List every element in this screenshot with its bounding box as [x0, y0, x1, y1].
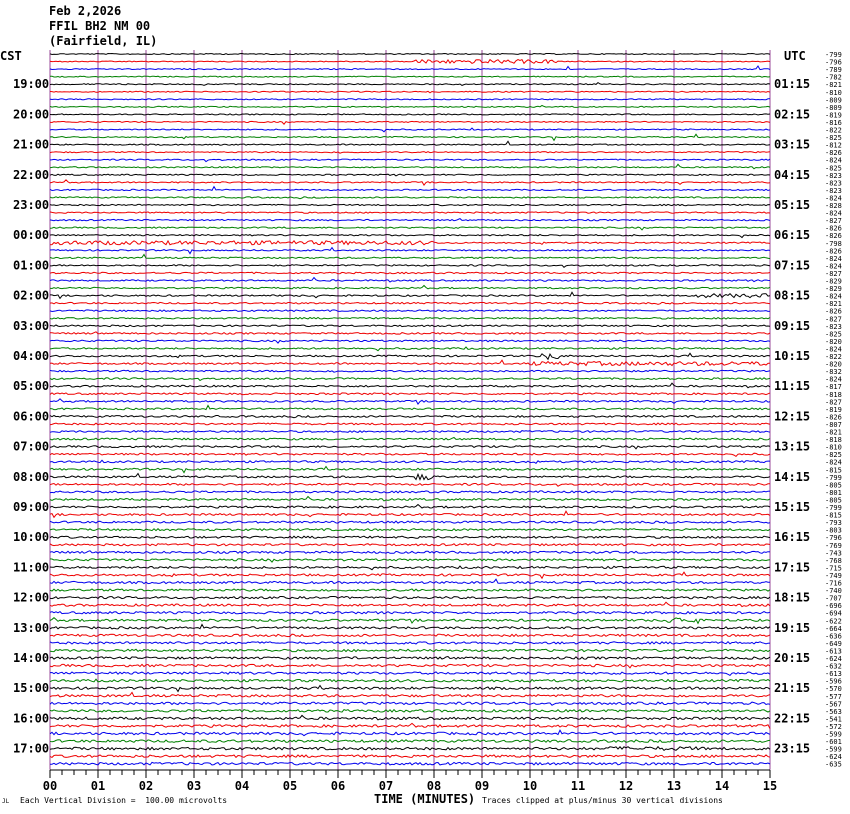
trace-line	[50, 483, 770, 486]
trace-offset-label: -826	[825, 307, 842, 316]
clip-note: Traces clipped at plus/minus 30 vertical divisions	[482, 796, 723, 805]
trace-offset-label: -572	[825, 722, 842, 731]
x-tick-label: 01	[90, 779, 106, 793]
trace-offset-label: -596	[825, 677, 842, 686]
trace-offset-label: -613	[825, 670, 842, 679]
trace-offset-label: -829	[825, 285, 842, 294]
right-hour-label: 01:15	[774, 77, 811, 92]
trace-line	[50, 460, 770, 463]
trace-offset-label: -563	[825, 707, 842, 716]
trace-offset-label: -793	[825, 519, 842, 528]
trace-offset-label: -601	[825, 738, 842, 747]
trace-offset-label: -819	[825, 111, 842, 120]
left-hour-label: 07:00	[13, 439, 50, 454]
trace-line	[50, 612, 770, 614]
x-tick-label: 10	[522, 779, 538, 793]
x-tick-label: 15	[762, 779, 778, 793]
corner-mark: JL	[2, 798, 10, 805]
trace-line	[50, 642, 770, 644]
trace-offset-label: -796	[825, 58, 842, 67]
trace-line	[50, 702, 770, 705]
trace-offset-label: -807	[825, 420, 842, 429]
right-hour-label: 17:15	[774, 560, 811, 575]
x-tick-label: 02	[138, 779, 154, 793]
x-tick-label: 00	[42, 779, 58, 793]
trace-offset-label: -823	[825, 179, 842, 188]
trace-offset-label: -824	[825, 345, 842, 354]
right-hour-label: 05:15	[774, 198, 811, 212]
trace-line	[50, 248, 770, 254]
trace-offset-label: -622	[825, 617, 842, 626]
trace-offset-label: -749	[825, 571, 842, 580]
trace-line	[50, 551, 770, 554]
trace-offset-label: -822	[825, 353, 842, 361]
trace-line	[50, 597, 770, 600]
trace-line	[50, 572, 770, 578]
trace-offset-label: -809	[825, 103, 842, 112]
trace-offset-label: -768	[825, 556, 842, 565]
trace-line	[50, 174, 770, 176]
x-tick-label: 06	[330, 779, 346, 793]
trace-line	[50, 347, 770, 351]
trace-line	[50, 180, 770, 185]
trace-offset-label: -696	[825, 602, 842, 611]
right-hour-label: 02:15	[774, 107, 811, 122]
trace-offset-label: -824	[825, 194, 842, 203]
trace-line	[50, 431, 770, 433]
x-tick-label: 11	[570, 779, 586, 793]
trace-line	[50, 406, 770, 410]
trace-offset-label: -799	[825, 51, 842, 59]
right-hour-label: 14:15	[774, 469, 811, 484]
left-hour-label: 06:00	[13, 409, 50, 424]
trace-line	[50, 529, 770, 531]
trace-offset-label: -789	[825, 66, 842, 75]
trace-offset-label: -826	[825, 247, 842, 256]
trace-line	[50, 579, 770, 583]
trace-offset-label: -824	[825, 209, 842, 218]
right-hour-label: 16:15	[774, 530, 811, 545]
trace-line	[50, 134, 770, 140]
trace-line	[50, 278, 770, 283]
x-tick-label: 05	[282, 779, 298, 793]
trace-offset-label: -825	[825, 134, 842, 143]
trace-offset-label: -541	[825, 715, 842, 724]
left-hour-label: 17:00	[13, 741, 50, 756]
trace-line	[50, 634, 770, 636]
trace-line	[50, 672, 770, 676]
left-hour-label: 21:00	[13, 137, 50, 152]
trace-offset-label: -826	[825, 224, 842, 233]
trace-line	[50, 114, 770, 115]
left-hour-label: 00:00	[13, 228, 50, 243]
trace-line	[50, 491, 770, 493]
left-hour-label: 23:00	[13, 198, 50, 212]
trace-line	[50, 152, 770, 154]
trace-offset-label: -824	[825, 262, 842, 271]
trace-line	[50, 497, 770, 501]
left-hour-label: 12:00	[13, 590, 50, 605]
trace-offset-label: -817	[825, 383, 842, 392]
trace-offset-label: -827	[825, 217, 842, 226]
trace-line	[50, 453, 770, 456]
trace-line	[50, 657, 770, 660]
x-tick-label: 14	[714, 779, 730, 793]
trace-line	[50, 730, 770, 735]
trace-line	[50, 141, 770, 145]
trace-offset-label: -810	[825, 88, 842, 97]
date-label: Feb 2,2026	[49, 4, 122, 18]
x-axis-title: TIME (MINUTES)	[374, 792, 476, 806]
trace-offset-label: -829	[825, 277, 842, 286]
trace-offset-label: -821	[825, 81, 842, 90]
left-hour-label: 19:00	[13, 77, 50, 92]
trace-offset-label: -805	[825, 481, 842, 490]
trace-offset-label: -827	[825, 315, 842, 324]
trace-offset-label: -825	[825, 451, 842, 460]
left-hour-label: 01:00	[13, 258, 50, 273]
trace-line	[50, 446, 770, 449]
trace-line	[50, 370, 770, 372]
trace-offset-label: -624	[825, 655, 842, 663]
trace-offset-label: -823	[825, 171, 842, 180]
trace-line	[50, 664, 770, 667]
trace-line	[50, 378, 770, 381]
left-hour-label: 11:00	[13, 560, 50, 575]
trace-line	[50, 747, 770, 751]
trace-line	[50, 710, 770, 713]
trace-offset-label: -570	[825, 685, 842, 694]
trace-offset-label: -825	[825, 164, 842, 173]
left-hour-label: 03:00	[13, 318, 50, 333]
right-hour-label: 07:15	[774, 258, 811, 273]
trace-offset-label: -826	[825, 232, 842, 241]
left-hour-label: 05:00	[13, 379, 50, 394]
trace-offset-label: -824	[825, 458, 842, 467]
right-hour-label: 11:15	[774, 379, 811, 394]
x-axis	[43, 770, 777, 793]
trace-offset-label: -832	[825, 368, 842, 377]
trace-offset-label: -828	[825, 202, 842, 210]
trace-offset-label: -810	[825, 443, 842, 452]
trace-line	[50, 692, 770, 697]
right-hour-label: 03:15	[774, 137, 811, 152]
trace-line	[50, 265, 770, 268]
trace-line	[50, 164, 770, 168]
trace-line	[50, 723, 770, 728]
trace-line	[50, 393, 770, 395]
right-hour-label: 20:15	[774, 651, 811, 665]
right-hour-label: 22:15	[774, 711, 811, 726]
trace-line	[50, 187, 770, 191]
trace-offset-label: -664	[825, 624, 842, 633]
trace-offset-label: -801	[825, 488, 842, 497]
trace-line	[50, 302, 770, 304]
trace-offset-label: -821	[825, 428, 842, 437]
trace-line	[50, 566, 770, 570]
trace-line	[50, 715, 770, 720]
trace-offset-label: -613	[825, 647, 842, 656]
trace-offset-label: -769	[825, 541, 842, 550]
trace-line	[50, 536, 770, 538]
trace-offset-label: -635	[825, 760, 842, 769]
left-hour-label: 10:00	[13, 530, 50, 545]
trace-line	[50, 76, 770, 77]
left-hour-label: 13:00	[13, 620, 50, 635]
trace-line	[50, 332, 770, 334]
trace-line	[50, 235, 770, 238]
trace-line	[50, 286, 770, 289]
trace-line	[50, 60, 770, 64]
trace-line	[50, 106, 770, 108]
trace-line	[50, 423, 770, 425]
x-tick-label: 13	[666, 779, 682, 793]
trace-line	[50, 559, 770, 562]
trace-line	[50, 467, 770, 473]
right-hour-label: 19:15	[774, 620, 811, 635]
trace-line	[50, 416, 770, 418]
trace-line	[50, 91, 770, 93]
trace-offset-label: -827	[825, 398, 842, 407]
trace-offset-label: -826	[825, 149, 842, 158]
trace-offset-label: -815	[825, 466, 842, 475]
trace-offset-label: -824	[825, 375, 842, 384]
trace-offset-label: -803	[825, 526, 842, 535]
trace-offset-label: -636	[825, 632, 842, 641]
trace-line	[50, 740, 770, 743]
station-label: FFIL BH2 NM 00	[49, 19, 151, 33]
trace-offset-label: -805	[825, 496, 842, 505]
trace-line	[50, 399, 770, 404]
trace-line	[50, 625, 770, 629]
right-hour-label: 13:15	[774, 439, 811, 454]
trace-line	[50, 128, 770, 132]
left-hour-label: 20:00	[13, 107, 50, 122]
x-tick-label: 08	[426, 779, 442, 793]
right-hour-label: 18:15	[774, 590, 811, 605]
left-hour-label: 02:00	[13, 288, 50, 303]
trace-line	[50, 241, 770, 245]
left-hour-label: 09:00	[13, 500, 50, 514]
x-tick-label: 04	[234, 779, 250, 793]
trace-line	[50, 474, 770, 480]
trace-offset-label: -823	[825, 322, 842, 331]
trace-line	[50, 511, 770, 517]
trace-line	[50, 219, 770, 221]
scale-note: Each Vertical Division = 100.00 microvolts	[20, 796, 228, 805]
x-tick-label: 12	[618, 779, 634, 793]
trace-offset-label: -826	[825, 413, 842, 422]
trace-offset-label: -799	[825, 504, 842, 512]
trace-offset-label: -624	[825, 753, 842, 762]
trace-line	[50, 310, 770, 312]
left-hour-label: 08:00	[13, 469, 50, 484]
trace-offset-label: -740	[825, 587, 842, 596]
trace-offset-label: -707	[825, 594, 842, 603]
left-hour-label: 16:00	[13, 711, 50, 726]
trace-offset-label: -649	[825, 639, 842, 648]
trace-offset-label: -599	[825, 730, 842, 739]
trace-line	[50, 204, 770, 205]
trace-line	[50, 544, 770, 546]
right-hour-label: 21:15	[774, 681, 811, 696]
trace-line	[50, 83, 770, 86]
left-hour-label: 22:00	[13, 167, 50, 182]
trace-line	[50, 649, 770, 651]
trace-offset-label: -820	[825, 360, 842, 369]
trace-offset-label: -812	[825, 141, 842, 150]
trace-offset-label: -824	[825, 156, 842, 165]
trace-line	[50, 197, 770, 199]
trace-line	[50, 255, 770, 259]
trace-line	[50, 755, 770, 758]
trace-line	[50, 383, 770, 388]
trace-line	[50, 521, 770, 523]
trace-offset-label: -823	[825, 186, 842, 195]
trace-offset-label: -567	[825, 700, 842, 709]
x-tick-label: 09	[474, 779, 490, 793]
trace-line	[50, 121, 770, 124]
x-tick-label: 07	[378, 779, 394, 793]
trace-offset-label: -816	[825, 118, 842, 127]
trace-line	[50, 762, 770, 765]
x-tick-label: 03	[186, 779, 202, 793]
trace-offset-label: -715	[825, 564, 842, 573]
trace-line	[50, 360, 770, 365]
trace-offset-label: -799	[825, 473, 842, 482]
right-hour-label: 09:15	[774, 318, 811, 333]
cst-axis-label: CST	[0, 49, 22, 63]
trace-offset-label: -822	[825, 126, 842, 135]
trace-offset-label: -782	[825, 73, 842, 82]
left-hour-label: 14:00	[13, 651, 50, 665]
trace-offset-label: -796	[825, 534, 842, 543]
trace-offset-label: -818	[825, 436, 842, 445]
trace-line	[50, 159, 770, 162]
trace-offset-label: -694	[825, 609, 842, 618]
right-hour-label: 23:15	[774, 741, 811, 756]
trace-offset-label: -632	[825, 662, 842, 671]
trace-line	[50, 212, 770, 213]
trace-line	[50, 272, 770, 274]
trace-offset-labels	[825, 51, 842, 769]
trace-offset-label: -798	[825, 239, 842, 248]
trace-offset-label: -820	[825, 337, 842, 346]
right-hour-label: 06:15	[774, 228, 811, 243]
trace-line	[50, 618, 770, 624]
left-hour-label: 04:00	[13, 349, 50, 363]
trace-line	[50, 99, 770, 100]
right-hour-label: 10:15	[774, 349, 811, 363]
trace-offset-label: -819	[825, 405, 842, 414]
trace-offset-label: -815	[825, 511, 842, 520]
trace-offset-label: -809	[825, 96, 842, 105]
trace-offset-label: -716	[825, 579, 842, 588]
trace-line	[50, 505, 770, 509]
seismic-traces	[50, 54, 770, 766]
trace-offset-label: -743	[825, 549, 842, 558]
left-hour-labels	[13, 77, 49, 755]
trace-line	[50, 686, 770, 692]
trace-line	[50, 66, 770, 70]
trace-offset-label: -824	[825, 292, 842, 301]
right-hour-label: 08:15	[774, 288, 811, 303]
trace-line	[50, 602, 770, 606]
trace-offset-label: -821	[825, 300, 842, 309]
trace-line	[50, 353, 770, 359]
right-hour-label: 15:15	[774, 500, 811, 514]
trace-offset-label: -827	[825, 269, 842, 278]
trace-line	[50, 438, 770, 441]
right-hour-labels	[774, 77, 810, 755]
trace-line	[50, 325, 770, 327]
left-hour-label: 15:00	[13, 681, 50, 696]
trace-line	[50, 54, 770, 55]
trace-line	[50, 318, 770, 320]
location-label: (Fairfield, IL)	[49, 34, 158, 48]
trace-line	[50, 227, 770, 230]
trace-offset-label: -824	[825, 254, 842, 263]
trace-offset-label: -577	[825, 692, 842, 701]
trace-line	[50, 340, 770, 343]
right-hour-label: 12:15	[774, 409, 811, 424]
trace-line	[50, 589, 770, 591]
right-hour-label: 04:15	[774, 167, 811, 182]
trace-line	[50, 292, 770, 298]
trace-line	[50, 679, 770, 682]
trace-offset-label: -818	[825, 390, 842, 399]
trace-offset-label: -825	[825, 330, 842, 339]
trace-offset-label: -599	[825, 745, 842, 754]
utc-axis-label: UTC	[784, 49, 806, 63]
